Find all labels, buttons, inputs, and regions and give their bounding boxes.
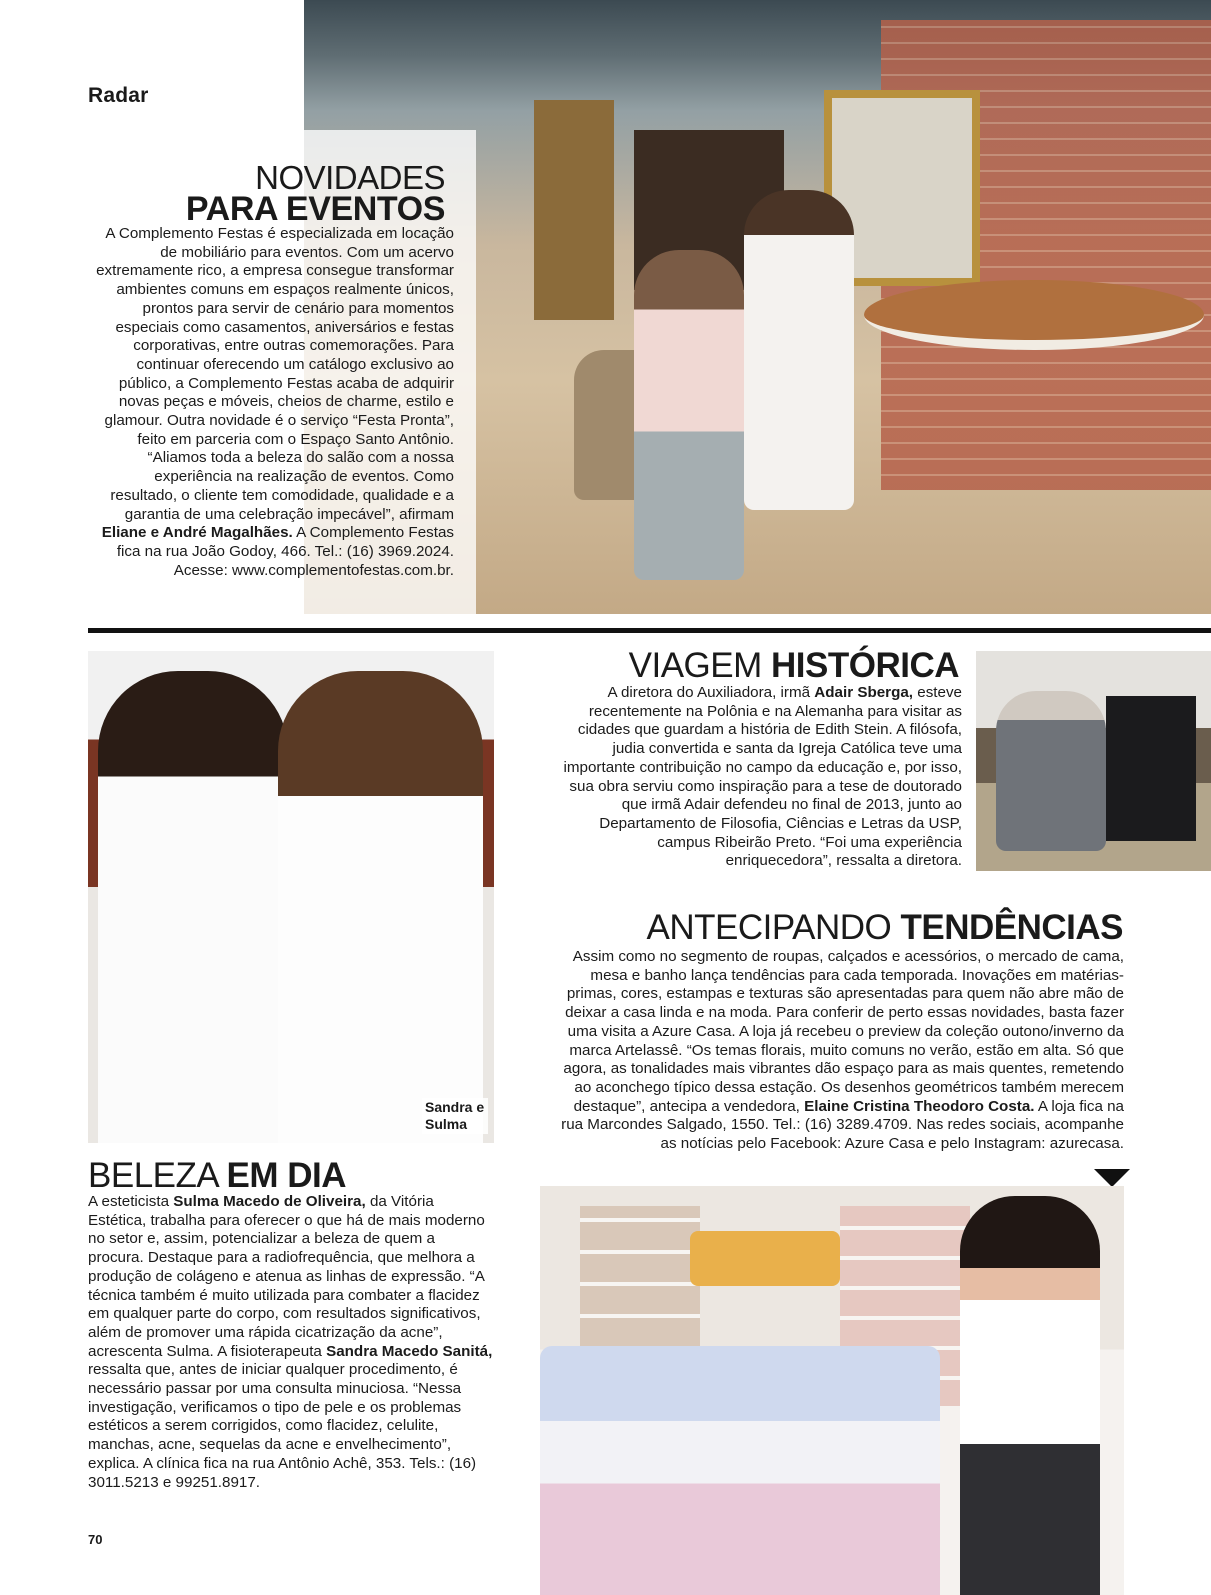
memorial-photo (976, 651, 1211, 871)
woman-left (98, 671, 288, 1143)
beleza-text-1: A esteticista (88, 1193, 174, 1210)
beleza-text-3: ressalta que, antes de iniciar qualquer procedimento, é necessário passar por uma consulta minuciosa. “Nessa investigação, verificamos o tipo de pele e os problemas estéticos a serem corrigidos, como flacidez, celulite, manchas, acne, sequelas da acne e envelhecimento”, explica. A clínica fica na rua Antônio Achê, 353. Tels.: (16) 3011.5213 e 99251.8917. (88, 1361, 477, 1491)
dining-table (864, 280, 1204, 350)
antecipando-text-1: Assim como no segmento de roupas, calçados e acessórios, o mercado de cama, mesa e banho lança tendências para cada temporada. Inovações em matérias-primas, cores, estampas e texturas são apresentadas para quem não abre mão de deixar a casa linda e na moda. Para conferir de perto essas novidades, basta fazer uma visita a Azure Casa. A loja já recebeu o preview da coleção outono/inverno da marca Artelassê. “Os temas florais, muito comuns no verão, estão em alta. Só que agora, as tonalidades mais vibrantes dão espaço para as mais quentes, remetendo ao aconchego típico dessa estação. Os desenhos geométricos também merecem destaque”, antecipa a vendedora, (563, 948, 1124, 1115)
antecipando-title (647, 910, 1123, 945)
viagem-text-1: A diretora do Auxiliadora, irmã (607, 684, 815, 701)
beleza-name-1: Sulma Macedo de Oliveira, (173, 1193, 366, 1210)
novidades-text-1: A Complemento Festas é especializada em locação de mobiliário para eventos. Com um acervo extremamente rico, a empresa consegue transformar ambientes comuns em espaços realmente únicos, prontos para servir de cenário para momentos especiais como casamentos, aniversários e festas corporativas, entre outras comemorações. Para continuar oferecendo um catálogo exclusivo ao público, a Complemento Festas acaba de adquirir novas peças e móveis, cheios de charme, estilo e glamour. Outra novidade é o serviço “Festa Pronta”, feito em parceria com o Espaço Santo Antônio. “Aliamos toda a beleza do salão com a nossa experiência na realização de eventos. Como resultado, o cliente tem comodidade, qualidade e a garantia de uma celebração impecável”, afirmam (96, 225, 454, 523)
saleswoman (960, 1196, 1100, 1595)
page-number: 70 (88, 1532, 103, 1547)
beleza-title-light: BELEZA (88, 1156, 227, 1195)
viagem-title-light: VIAGEM (628, 646, 771, 685)
man-seated (744, 190, 854, 510)
antecipando-text-2: A loja fica na rua Marcondes Salgado, 1550. Tel.: (16) 3289.4709. Nas redes sociais, acompanhe as notícias pelo Facebook: Azure Casa e pelo Instagram: azurecasa. (561, 1097, 1124, 1153)
antecipando-title-light: ANTECIPANDO (646, 908, 901, 947)
novidades-names: Eliane e André Magalhães. (101, 524, 293, 542)
section-label: Radar (88, 84, 149, 107)
viagem-title (629, 648, 959, 683)
kneeling-woman (996, 691, 1106, 851)
novidades-text-2: A Complemento Festas fica na rua João Godoy, 466. Tel.: (16) 3969.2024. Acesse: www.complementofestas.com.br. (116, 524, 454, 579)
beleza-article-body (88, 1193, 494, 1492)
beleza-name-2: Sandra Macedo Sanitá, (326, 1342, 493, 1360)
viagem-article-body (548, 684, 962, 871)
woman-right (278, 671, 483, 1143)
novidades-article-body (88, 225, 454, 580)
antecipando-article-body (548, 948, 1124, 1154)
novidades-title-bold: PARA EVENTOS (185, 190, 445, 228)
antecipando-name: Elaine Cristina Theodoro Costa. (804, 1097, 1035, 1115)
novidades-title-light: NOVIDADES (255, 159, 445, 196)
bed-linens (540, 1346, 940, 1595)
antecipando-title-bold: TENDÊNCIAS (900, 908, 1123, 947)
memorial-stone (1106, 696, 1196, 841)
curtain (534, 100, 614, 320)
photo-caption: Sandra e Sulma (422, 1098, 488, 1134)
viagem-title-bold: HISTÓRICA (771, 646, 959, 685)
beleza-title (88, 1158, 346, 1193)
beleza-text-2: da Vitória Estética, trabalha para oferecer o que há de mais moderno no setor e, assim, potencializar a beleza de quem a procura. Destaque para a radiofrequência, que melhora a produção de colágeno e atenua as linhas de expressão. “A técnica também é muito utilizada para combater a flacidez em qualquer parte do corpo, com resultados significativos, além de promover uma rápida cicatrização da acne”, acrescenta Sulma. A fisioterapeuta (88, 1193, 485, 1360)
section-divider (88, 628, 1211, 633)
woman-seated (634, 250, 744, 580)
viagem-name: Adair Sberga, (814, 684, 914, 701)
beleza-title-bold: EM DIA (226, 1156, 347, 1195)
beleza-photo (88, 651, 494, 1143)
corner-triangle-icon (1094, 1169, 1130, 1187)
pendant-lamp (690, 1231, 840, 1286)
bedding-store-photo (540, 1186, 1124, 1595)
viagem-text-2: esteve recentemente na Polônia e na Alemanha para visitar as cidades que guardam a história de Edith Stein. A filósofa, judia convertida e santa da Igreja Católica teve uma importante contribuição no campo da educação e, por isso, sua obra serviu como inspiração para a tese de doutorado que irmã Adair defendeu no final de 2013, junto ao Departamento de Filosofia, Ciências e Letras da USP, campus Ribeirão Preto. “Foi uma experiência enriquecedora”, ressalta a diretora. (563, 684, 962, 870)
